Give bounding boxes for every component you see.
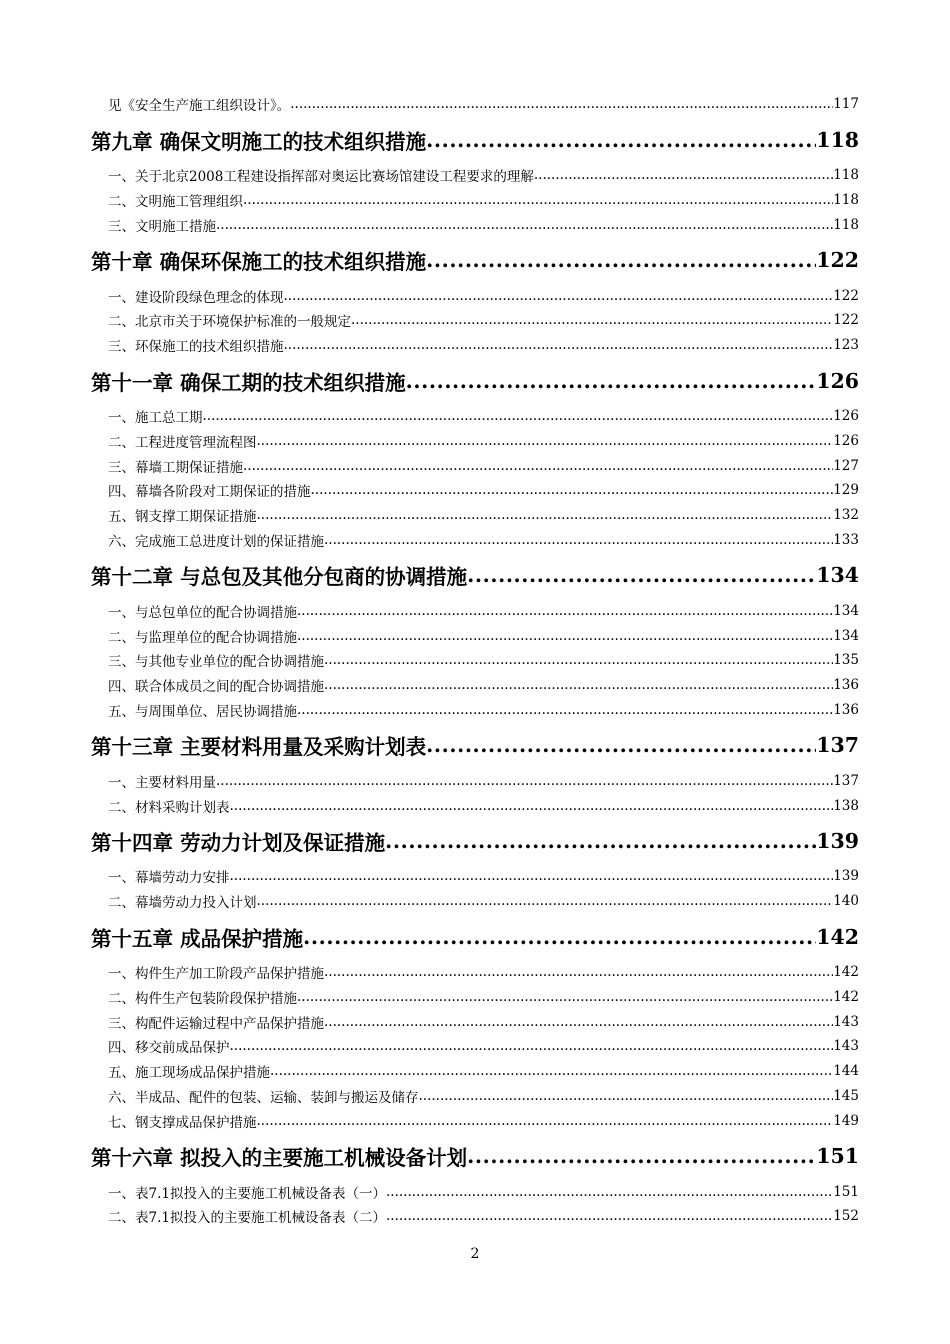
toc-dot-leader: [311, 482, 834, 498]
toc-entry-page: 142: [833, 988, 859, 1005]
toc-entry-page: 126: [833, 407, 859, 424]
toc-entry-title: 三、文明施工措施: [108, 218, 216, 235]
toc-entry-title: 二、表7.1拟投入的主要施工机械设备表（二）: [108, 1210, 386, 1227]
toc-entry-title: 一、关于北京2008工程建设指挥部对奥运比赛场馆建设工程要求的理解: [108, 169, 534, 186]
toc-entry-title: 一、幕墙劳动力安排: [108, 870, 230, 887]
toc-entry-title: 五、施工现场成品保护措施: [108, 1065, 270, 1082]
toc-entry-page: 152: [833, 1208, 859, 1225]
toc-entry-page: 143: [833, 1038, 859, 1055]
toc-chapter-entry[interactable]: [91, 358, 859, 404]
toc-entry-page: 129: [833, 482, 859, 499]
toc-dot-leader: [257, 433, 834, 449]
toc-dot-leader: [406, 369, 817, 393]
toc-entry-page: 118: [816, 127, 859, 152]
toc-section-entry[interactable]: [91, 960, 859, 985]
toc-entry-page: 140: [833, 893, 859, 910]
toc-entry-title: 四、联合体成员之间的配合协调措施: [108, 679, 324, 696]
toc-section-entry[interactable]: [91, 889, 859, 914]
toc-entry-title: 二、与监理单位的配合协调措施: [108, 629, 297, 646]
toc-dot-leader: [324, 652, 833, 668]
toc-entry-page: 138: [833, 797, 859, 814]
toc-entry-page: 133: [833, 531, 859, 548]
toc-chapter-entry[interactable]: [91, 237, 859, 283]
toc-section-entry[interactable]: [91, 283, 859, 308]
toc-section-entry[interactable]: [91, 503, 859, 528]
toc-entry-page: 134: [833, 627, 859, 644]
toc-dot-leader: [243, 192, 833, 208]
toc-dot-leader: [257, 1113, 834, 1129]
toc-entry-title: 五、与周围单位、居民协调措施: [108, 703, 297, 720]
toc-entry-title: 二、幕墙劳动力投入计划: [108, 895, 257, 912]
toc-entry-page: 134: [833, 602, 859, 619]
toc-entry-title: 第十一章 确保工期的技术组织措施: [91, 370, 406, 395]
toc-section-entry[interactable]: [91, 528, 859, 553]
toc-entry-page: 144: [833, 1063, 859, 1080]
toc-entry-page: 145: [833, 1087, 859, 1104]
toc-entry-title: 四、幕墙各阶段对工期保证的措施: [108, 484, 311, 501]
toc-entry-page: 132: [833, 507, 859, 524]
toc-dot-leader: [257, 507, 834, 523]
toc-section-entry[interactable]: [91, 333, 859, 358]
toc-entry-title: 第十章 确保环保施工的技术组织措施: [91, 250, 427, 275]
toc-entry-page: 143: [833, 1013, 859, 1030]
toc-entry-title: 第十三章 主要材料用量及采购计划表: [91, 735, 427, 760]
toc-dot-leader: [230, 798, 834, 814]
toc-entry-title: 七、钢支撑成品保护措施: [108, 1114, 257, 1131]
toc-entry-title: 三、构配件运输过程中产品保护措施: [108, 1015, 324, 1032]
toc-section-entry[interactable]: [91, 864, 859, 889]
toc-chapter-entry[interactable]: [91, 722, 859, 768]
toc-section-entry[interactable]: [91, 428, 859, 453]
toc-chapter-entry[interactable]: [91, 117, 859, 163]
toc-section-entry[interactable]: [91, 404, 859, 429]
toc-section-entry[interactable]: [91, 648, 859, 673]
toc-entry-page: 126: [833, 432, 859, 449]
toc-entry-title: 四、移交前成品保护: [108, 1040, 230, 1057]
toc-section-entry[interactable]: [91, 1084, 859, 1109]
toc-dot-leader: [203, 408, 834, 424]
toc-section-entry[interactable]: [91, 1179, 859, 1204]
toc-entry-page: 136: [833, 701, 859, 718]
toc-dot-leader: [216, 217, 833, 233]
toc-entry-page: 139: [816, 828, 859, 853]
toc-entry-title: 一、与总包单位的配合协调措施: [108, 604, 297, 621]
toc-entry-title: 第十五章 成品保护措施: [91, 926, 304, 951]
toc-entry-page: 127: [833, 457, 859, 474]
toc-dot-leader: [230, 868, 834, 884]
toc-entry-page: 136: [833, 677, 859, 694]
toc-entry-title: 二、材料采购计划表: [108, 799, 230, 816]
toc-dot-leader: [386, 1208, 833, 1224]
toc-entry-page: 126: [816, 368, 859, 393]
toc-entry-title: 第十二章 与总包及其他分包商的协调措施: [91, 565, 468, 590]
toc-dot-leader: [257, 893, 834, 909]
toc-dot-leader: [467, 563, 816, 587]
toc-chapter-entry[interactable]: [91, 818, 859, 864]
toc-dot-leader: [324, 964, 833, 980]
toc-entry-page: 151: [816, 1144, 859, 1169]
toc-section-entry[interactable]: [91, 308, 859, 333]
toc-section-entry[interactable]: [91, 478, 859, 503]
toc-dot-leader: [284, 288, 834, 304]
toc-entry-page: 137: [833, 772, 859, 789]
toc-entry-title: 二、北京市关于环境保护标准的一般规定: [108, 314, 351, 331]
toc-section-entry[interactable]: [91, 1009, 859, 1034]
toc-entry-page: 122: [816, 248, 859, 273]
toc-section-entry[interactable]: [91, 92, 859, 117]
toc-entry-page: 137: [816, 733, 859, 758]
toc-section-entry[interactable]: [91, 698, 859, 723]
toc-entry-title: 一、施工总工期: [108, 409, 203, 426]
page-number: 2: [470, 1246, 480, 1262]
toc-dot-leader: [297, 989, 833, 1005]
toc-entry-page: 122: [833, 312, 859, 329]
toc-dot-leader: [230, 1038, 834, 1054]
toc-dot-leader: [419, 1088, 834, 1104]
toc-entry-title: 六、半成品、配件的包装、运输、装卸与搬运及储存: [108, 1089, 419, 1106]
toc-dot-leader: [216, 773, 833, 789]
toc-section-entry[interactable]: [91, 1034, 859, 1059]
toc-entry-page: 118: [833, 191, 859, 208]
toc-entry-page: 117: [833, 96, 859, 113]
toc-dot-leader: [467, 1144, 816, 1168]
toc-dot-leader: [297, 603, 833, 619]
toc-section-entry[interactable]: [91, 1108, 859, 1133]
toc-dot-leader: [386, 1184, 833, 1200]
toc-section-entry[interactable]: [91, 793, 859, 818]
toc-section-entry[interactable]: [91, 673, 859, 698]
toc-entry-title: 五、钢支撑工期保证措施: [108, 509, 257, 526]
toc-dot-leader: [426, 248, 816, 272]
toc-dot-leader: [426, 128, 816, 152]
toc-dot-leader: [324, 677, 833, 693]
toc-section-entry[interactable]: [91, 984, 859, 1009]
toc-entry-page: 135: [833, 652, 859, 669]
toc-entry-title: 三、环保施工的技术组织措施: [108, 339, 284, 356]
toc-section-entry[interactable]: [91, 768, 859, 793]
toc-dot-leader: [324, 532, 833, 548]
toc-dot-leader: [385, 829, 816, 853]
toc-dot-leader: [351, 312, 833, 328]
toc-entry-title: 一、构件生产加工阶段产品保护措施: [108, 965, 324, 982]
toc-entry-title: 三、与其他专业单位的配合协调措施: [108, 654, 324, 671]
toc-entry-page: 118: [833, 216, 859, 233]
toc-entry-page: 118: [833, 167, 859, 184]
toc-section-entry[interactable]: [91, 188, 859, 213]
toc-dot-leader: [534, 167, 833, 183]
toc-dot-leader: [290, 96, 833, 112]
toc-entry-page: 142: [833, 963, 859, 980]
toc-section-entry[interactable]: [91, 1059, 859, 1084]
toc-entry-title: 二、文明施工管理组织: [108, 193, 243, 210]
toc-entry-page: 151: [833, 1183, 859, 1200]
toc-chapter-entry[interactable]: [91, 1133, 859, 1179]
toc-entry-title: 第十六章 拟投入的主要施工机械设备计划: [91, 1146, 468, 1171]
toc-entry-page: 122: [833, 287, 859, 304]
toc-chapter-entry[interactable]: [91, 914, 859, 960]
toc-section-entry[interactable]: [91, 453, 859, 478]
toc-section-entry[interactable]: [91, 212, 859, 237]
toc-dot-leader: [303, 925, 816, 949]
toc-section-entry[interactable]: [91, 598, 859, 623]
toc-section-entry[interactable]: [91, 163, 859, 188]
toc-dot-leader: [243, 458, 833, 474]
toc-dot-leader: [426, 733, 816, 757]
table-of-contents: [91, 92, 859, 1229]
toc-dot-leader: [324, 1014, 833, 1030]
toc-entry-page: 142: [816, 924, 859, 949]
toc-entry-title: 一、建设阶段绿色理念的体现: [108, 289, 284, 306]
toc-entry-page: 149: [833, 1112, 859, 1129]
toc-entry-title: 第十四章 劳动力计划及保证措施: [91, 830, 386, 855]
toc-entry-title: 六、完成施工总进度计划的保证措施: [108, 533, 324, 550]
toc-entry-title: 一、主要材料用量: [108, 774, 216, 791]
toc-entry-page: 134: [816, 563, 859, 588]
toc-entry-title: 一、表7.1拟投入的主要施工机械设备表（一）: [108, 1185, 386, 1202]
toc-chapter-entry[interactable]: [91, 552, 859, 598]
toc-entry-title: 第九章 确保文明施工的技术组织措施: [91, 129, 427, 154]
toc-section-entry[interactable]: [91, 623, 859, 648]
toc-entry-title: 三、幕墙工期保证措施: [108, 459, 243, 476]
toc-entry-title: 二、工程进度管理流程图: [108, 434, 257, 451]
toc-entry-page: 123: [833, 337, 859, 354]
toc-section-entry[interactable]: [91, 1204, 859, 1229]
toc-entry-page: 139: [833, 868, 859, 885]
toc-dot-leader: [270, 1063, 833, 1079]
toc-dot-leader: [297, 702, 833, 718]
toc-entry-title: 二、构件生产包装阶段保护措施: [108, 990, 297, 1007]
toc-dot-leader: [297, 628, 833, 644]
toc-entry-title: 见《安全生产施工组织设计》。: [108, 98, 291, 115]
toc-dot-leader: [284, 337, 834, 353]
